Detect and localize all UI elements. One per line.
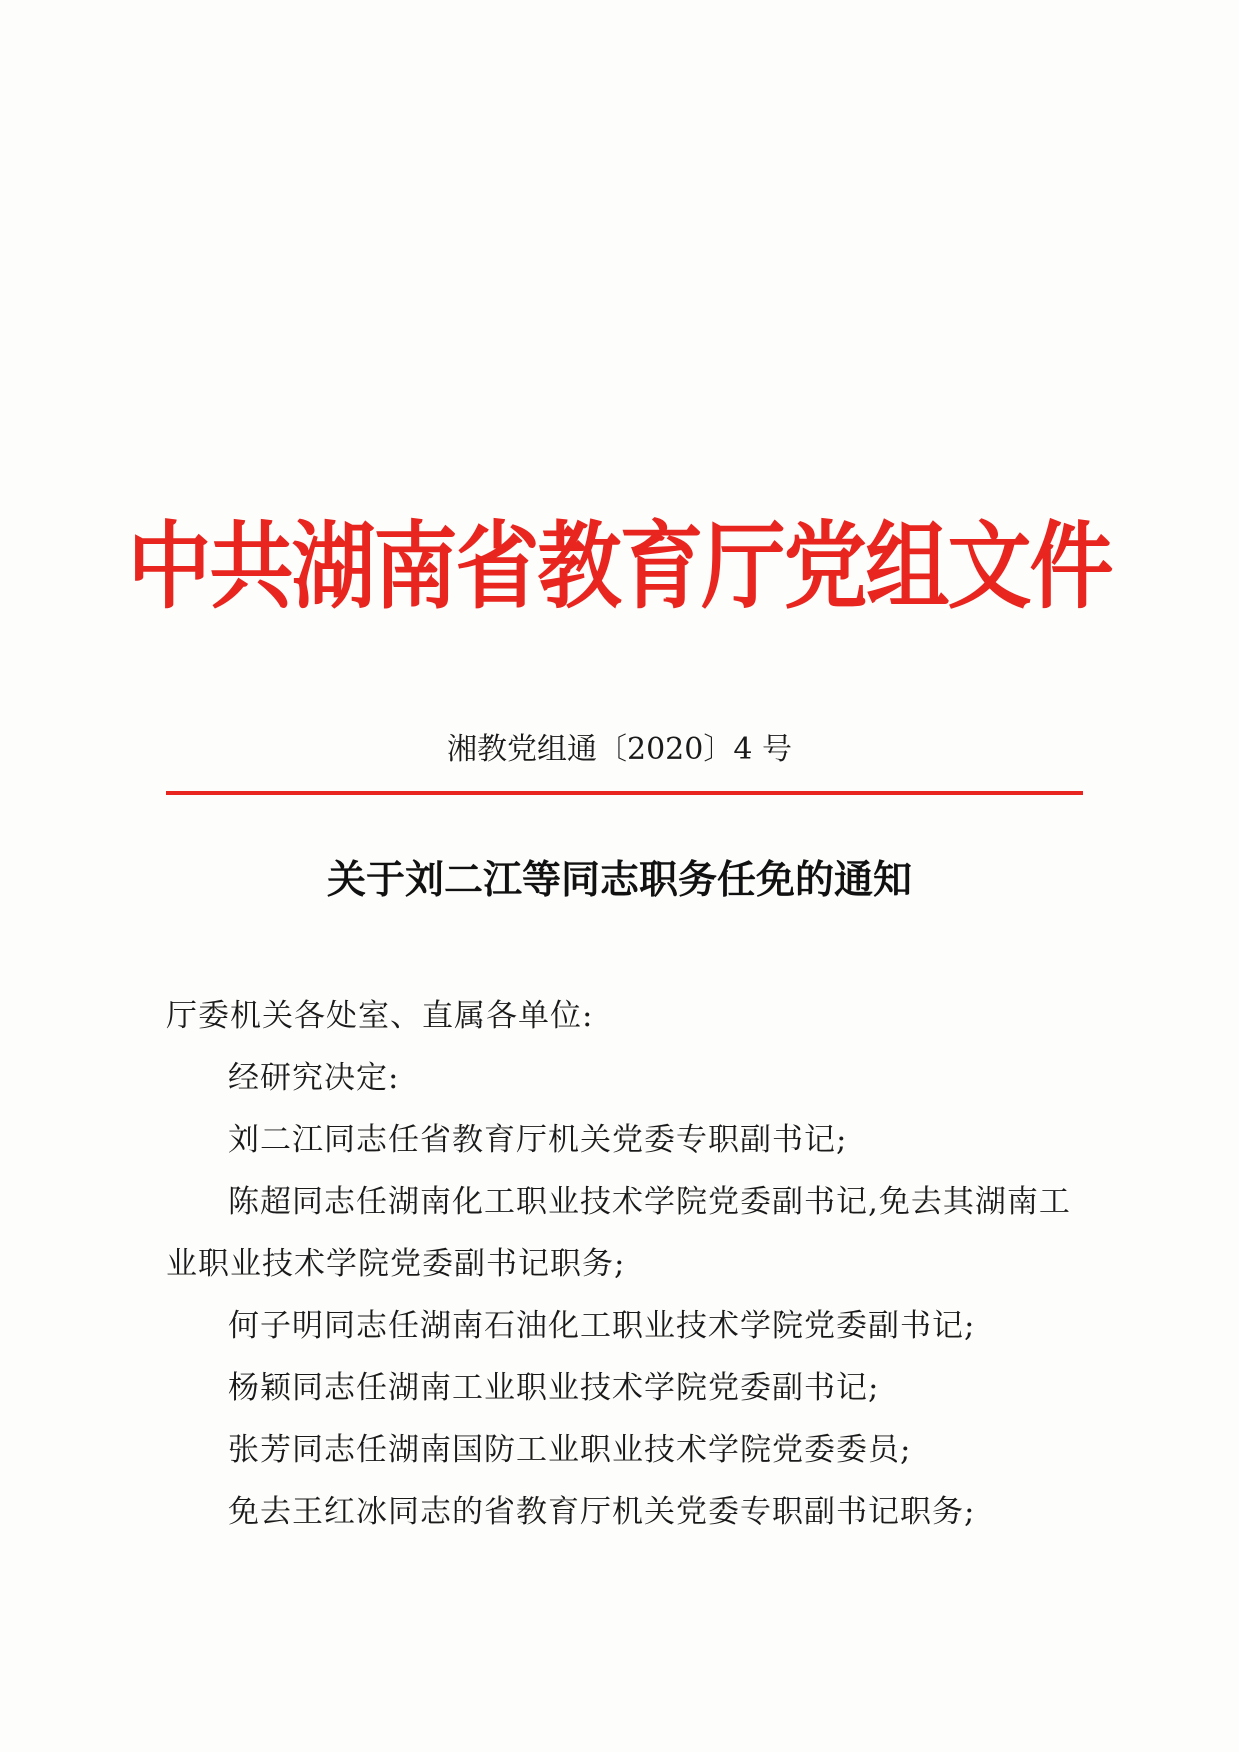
body-paragraph-appointment: 杨颖同志任湖南工业职业技术学院党委副书记;	[228, 1370, 880, 1406]
document-title: 关于刘二江等同志职务任免的通知	[326, 858, 912, 903]
document-number: 湘教党组通〔2020〕4 号	[447, 732, 792, 767]
salutation: 厅委机关各处室、直属各单位:	[166, 998, 594, 1034]
body-paragraph-appointment: 张芳同志任湖南国防工业职业技术学院党委委员;	[228, 1432, 912, 1468]
red-divider-line	[166, 791, 1083, 795]
document-body	[166, 985, 1086, 1543]
document-masthead: 中共湖南省教育厅党组文件	[127, 511, 1112, 622]
body-paragraph-appointment: 何子明同志任湖南石油化工职业技术学院党委副书记;	[228, 1308, 976, 1344]
body-paragraph-appointment: 刘二江同志任省教育厅机关党委专职副书记;	[228, 1122, 848, 1158]
body-paragraph-decision: 经研究决定:	[228, 1060, 400, 1096]
body-paragraph-appointment: 陈超同志任湖南化工职业技术学院党委副书记,免去其湖南工业职业技术学院党委副书记职务;	[166, 1184, 1071, 1282]
body-paragraph-removal: 免去王红冰同志的省教育厅机关党委专职副书记职务;	[228, 1494, 976, 1530]
